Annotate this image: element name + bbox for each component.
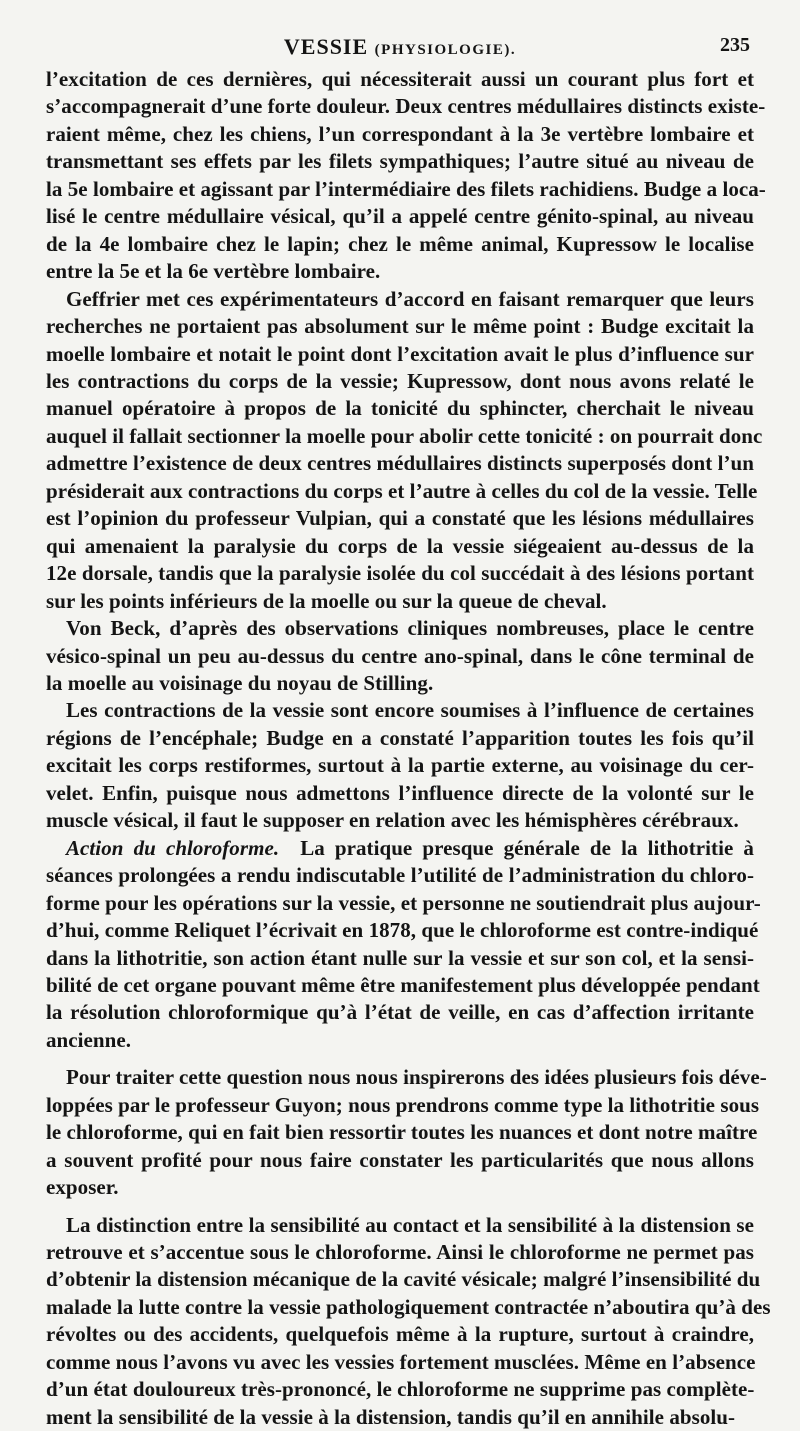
- text-line: s’accompagnerait d’une forte douleur. Deux centres médullaires distincts existe-: [46, 94, 766, 119]
- text-line: recherches ne portaient pas absolument sur le même point : Budge excitait la: [46, 314, 754, 339]
- paragraph: [46, 697, 754, 834]
- text-line: lisé le centre médullaire vésical, qu’il a appelé centre génito-spinal, au niveau: [46, 204, 754, 229]
- running-title-main: VESSIE: [283, 34, 369, 59]
- text-line: révoltes ou des accidents, quelquefois même à la rupture, surtout à craindre,: [46, 1322, 754, 1347]
- body-text: [46, 66, 771, 1431]
- paragraph: [46, 835, 761, 1055]
- text-line: la 5e lombaire et agissant par l’intermédiaire des filets rachidiens. Budge a loca-: [46, 176, 766, 201]
- text-line: les contractions du corps de la vessie; Kupressow, dont nous avons relaté le: [46, 368, 754, 393]
- text-line: velet. Enfin, puisque nous admettons l’influence directe de la volonté sur le: [46, 780, 754, 805]
- text-line: d’obtenir la distension mécanique de la cavité vésicale; malgré l’insensibilité du: [46, 1267, 761, 1292]
- text-line: auquel il fallait sectionner la moelle pour abolir cette tonicité : on pourrait donc: [46, 423, 763, 448]
- running-title-sub: (PHYSIOLOGIE).: [374, 42, 517, 58]
- text-line: manuel opératoire à propos de la tonicité du sphincter, cherchait le niveau: [46, 396, 754, 421]
- paragraph-gap: [46, 1054, 754, 1064]
- paragraph-gap: [46, 1202, 754, 1212]
- paragraph: [46, 66, 766, 286]
- text-line: régions de l’encéphale; Budge en a constaté l’apparition toutes les fois qu’il: [46, 725, 754, 750]
- paragraph: [46, 1212, 771, 1431]
- text-line: Les contractions de la vessie sont encore soumises à l’influence de certaines: [66, 698, 754, 723]
- text-line: a souvent profité pour nous faire constater les particularités que nous allons: [46, 1147, 754, 1172]
- text-line: la moelle au voisinage du noyau de Stilling.: [46, 670, 434, 695]
- text-line: le chloroforme, qui en fait bien ressortir toutes les nuances et dont notre maître: [46, 1120, 758, 1145]
- text-line: d’un état douloureux très-prononcé, le chloroforme ne supprime pas complète-: [46, 1377, 755, 1402]
- text-line: loppées par le professeur Guyon; nous prendrons comme type la lithotritie sous: [46, 1092, 760, 1117]
- text-line: admettre l’existence de deux centres médullaires distincts superposés dont l’un: [46, 451, 755, 476]
- text-line: malade la lutte contre la vessie pathologiquement contractée n’aboutira qu’à des: [46, 1294, 771, 1319]
- text-line: muscle vésical, il faut le supposer en relation avec les hémisphères cérébraux.: [46, 808, 739, 833]
- text-line: la résolution chloroformique qu’à l’état de veille, en cas d’affection irritante: [46, 1000, 754, 1025]
- text-line: séances prolongées a rendu indiscutable l’utilité de l’administration du chloro-: [46, 863, 754, 888]
- text-line: Von Beck, d’après des observations cliniques nombreuses, place le centre: [66, 616, 754, 641]
- text-line: sur les points inférieurs de la moelle ou sur la queue de cheval.: [46, 588, 607, 613]
- running-title: [46, 34, 754, 60]
- text-line: raient même, chez les chiens, l’un correspondant à la 3e vertèbre lombaire et: [46, 121, 754, 146]
- text-line: est l’opinion du professeur Vulpian, qui a constaté que les lésions médullaires: [46, 506, 754, 531]
- text-line: excitait les corps restiformes, surtout à la partie externe, au voisinage du cer-: [46, 753, 754, 778]
- text-line: bilité de cet organe pouvant même être manifestement plus développée pendant: [46, 972, 760, 997]
- text-line: transmettant ses effets par les filets sympathiques; l’autre situé au niveau de: [46, 149, 754, 174]
- text-line: de la 4e lombaire chez le lapin; chez le même animal, Kupressow le localise: [46, 231, 754, 256]
- text-line: 12e dorsale, tandis que la paralysie isolée du col succédait à des lésions portant: [46, 561, 754, 586]
- text-line: vésico-spinal un peu au-dessus du centre ano-spinal, dans le cône terminal de: [46, 643, 754, 668]
- text-line: forme pour les opérations sur la vessie, et personne ne soutiendrait plus aujour-: [46, 890, 761, 915]
- text-line: Pour traiter cette question nous nous inspirerons des idées plusieurs fois déve-: [66, 1065, 767, 1090]
- text-line: entre la 5e et la 6e vertèbre lombaire.: [46, 259, 381, 284]
- text-line: qui amenaient la paralysie du corps de la vessie siégeaient au-dessus de la: [46, 533, 754, 558]
- paragraph: [46, 1064, 767, 1201]
- text-line: comme nous l’avons vu avec les vessies fortement musclées. Même en l’absence: [46, 1349, 756, 1374]
- text-line: exposer.: [46, 1175, 119, 1200]
- section-heading: Action du chloroforme.: [66, 835, 280, 860]
- paragraph: [46, 615, 754, 697]
- text-line: La distinction entre la sensibilité au contact et la sensibilité à la distension se: [66, 1212, 754, 1237]
- paragraph: [46, 286, 763, 615]
- text-line: l’excitation de ces dernières, qui nécessiterait aussi un courant plus fort et: [46, 67, 754, 91]
- text-line-rest: La pratique presque générale de la lithotritie à: [300, 835, 754, 860]
- text-line: moelle lombaire et notait le point dont l’excitation avait le plus d’influence sur: [46, 341, 754, 366]
- text-line: Geffrier met ces expérimentateurs d’accord en faisant remarquer que leurs: [66, 286, 754, 311]
- text-line: présiderait aux contractions du corps et l’autre à celles du col de la vessie. Telle: [46, 478, 758, 503]
- text-line: retrouve et s’accentue sous le chloroforme. Ainsi le chloroforme ne permet pas: [46, 1240, 754, 1265]
- text-line: d’hui, comme Reliquet l’écrivait en 1878, que le chloroforme est contre-indiqué: [46, 918, 759, 943]
- text-line: ment la sensibilité de la vessie à la distension, tandis qu’il en annihile absolu-: [46, 1404, 736, 1429]
- text-line: dans la lithotritie, son action étant nulle sur la vessie et sur son col, et la sensi-: [46, 945, 754, 970]
- running-header: [46, 30, 754, 64]
- page-number: 235: [720, 34, 750, 56]
- text-line: [46, 835, 754, 862]
- text-line: ancienne.: [46, 1027, 132, 1052]
